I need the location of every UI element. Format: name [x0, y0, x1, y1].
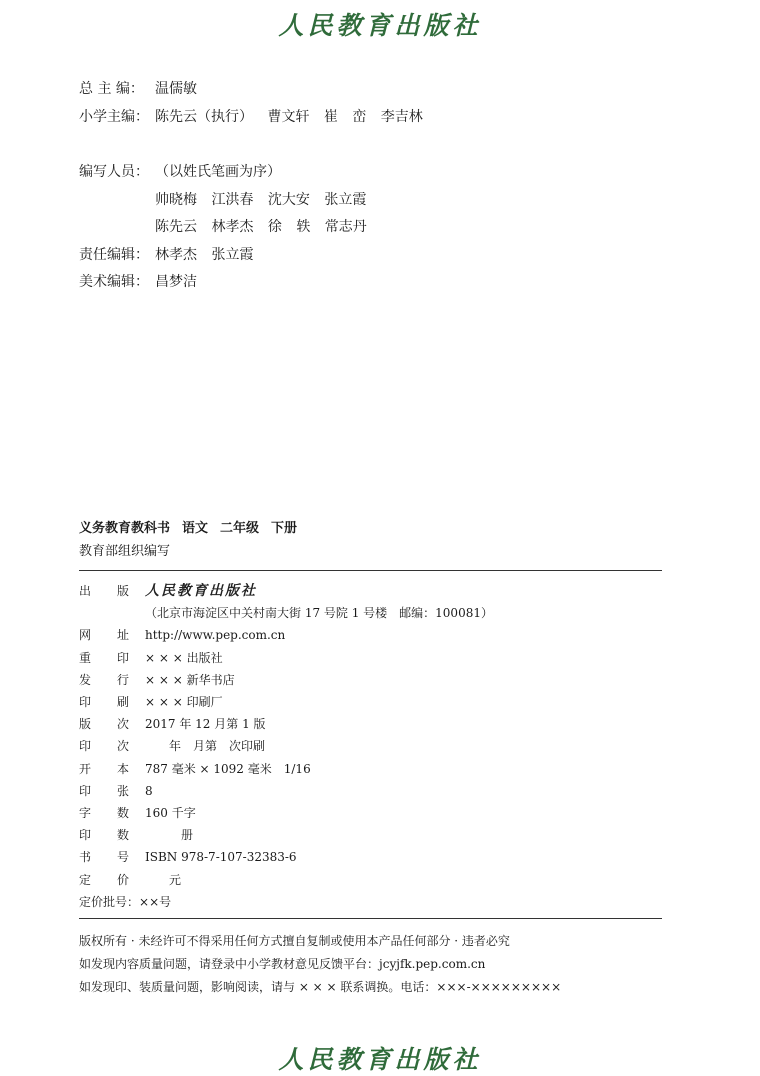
writers-names-2: 陈先云 林孝杰 徐 轶 常志丹 — [155, 219, 367, 235]
publication-label-char-2: 址 — [117, 628, 130, 643]
publication-label-char-1: 开 — [79, 761, 92, 776]
publication-label-char-1: 书 — [79, 850, 92, 865]
publication-label-char-2: 印 — [117, 650, 130, 665]
divider-bottom — [79, 918, 662, 919]
publication-row-value: 8 — [145, 783, 153, 798]
publication-row-value: × × × 新华书店 — [145, 672, 235, 687]
publication-row — [79, 713, 266, 735]
publication-label-char-2: 张 — [117, 783, 130, 798]
book-grade: 二年级 — [220, 521, 260, 536]
publication-row — [79, 846, 297, 868]
book-volume: 下册 — [271, 521, 298, 536]
book-organizer: 教育部组织编写 — [79, 544, 171, 559]
publication-label-char-1: 字 — [79, 806, 92, 820]
publication-row-label — [79, 580, 145, 602]
primary-editor-line — [79, 107, 423, 127]
publication-row-label — [79, 846, 145, 868]
responsible-editor-label: 责任编辑： — [79, 247, 149, 263]
writers-names-1: 帅晓梅 江洪春 沈大安 张立霞 — [155, 192, 367, 208]
chief-editor-label: 总 主 编： — [79, 81, 144, 97]
primary-editor-label: 小学主编： — [79, 109, 149, 125]
publication-label-char-2: 数 — [117, 828, 130, 843]
publication-row-label — [79, 602, 145, 624]
publisher-name-logo: 人民教育出版社 — [145, 583, 257, 599]
publication-label-char-1: 定 — [79, 872, 92, 887]
publication-label-char-2: 号 — [117, 850, 130, 865]
publication-row-label — [79, 735, 145, 757]
responsible-editor-line — [79, 245, 253, 265]
writers-row-2 — [79, 217, 367, 237]
publication-label-char-1: 版 — [79, 717, 92, 732]
publication-label-char-1: 印 — [79, 828, 92, 843]
publication-row-label — [79, 758, 145, 780]
primary-editor-value: 陈先云（执行） 曹文轩 崔 峦 李吉林 — [155, 109, 423, 125]
publication-label-char-2: 本 — [117, 761, 130, 776]
publication-row-value: 787 毫米 × 1092 毫米 1/16 — [145, 761, 311, 776]
divider-top — [79, 570, 662, 571]
copyright-notice: 版权所有 · 未经许可不得采用任何方式擅自复制或使用本产品任何部分 · 违者必究 — [79, 934, 510, 948]
art-editor-label: 美术编辑： — [79, 274, 149, 290]
publication-row-label — [79, 713, 145, 735]
publication-row-value: 2017 年 12 月第 1 版 — [145, 717, 266, 732]
publication-label-char-1: 重 — [79, 650, 92, 665]
publication-label-char-1: 印 — [79, 783, 92, 798]
print-quality-notice: 如发现印、装质量问题，影响阅读，请与 × × × 联系调换。电话：×××-××××××××× — [79, 980, 562, 994]
publication-row-label — [79, 780, 145, 802]
publication-row — [79, 691, 223, 713]
publication-row — [79, 624, 285, 646]
publisher-logo-bottom: 人民教育出版社 — [278, 1045, 482, 1074]
publication-label-char-1: 出 — [79, 584, 92, 598]
book-subject: 语文 — [182, 521, 209, 536]
publication-row-label — [79, 824, 145, 846]
publication-row — [79, 758, 311, 780]
publication-row — [79, 891, 171, 913]
publication-label-char-2: 次 — [117, 717, 130, 732]
publication-label-char-2: 版 — [117, 584, 130, 598]
publication-row-label — [79, 647, 145, 669]
publication-row — [79, 647, 223, 669]
publication-label-char-1: 印 — [79, 695, 92, 709]
publisher-logo-top: 人民教育出版社 — [278, 11, 482, 40]
publication-row-value: 元 — [145, 872, 182, 887]
publication-row-label — [79, 624, 145, 646]
publication-row-value: 册 — [145, 828, 194, 843]
book-title — [79, 517, 309, 536]
publication-row-label: 定价批号： — [79, 894, 140, 909]
art-editor-line — [79, 272, 197, 292]
publication-row-value: × × × 印刷厂 — [145, 695, 223, 709]
publication-row — [79, 802, 196, 824]
chief-editor-line — [79, 79, 197, 99]
publication-row-value: 160 千字 — [145, 806, 196, 820]
publication-label-char-2: 数 — [117, 806, 130, 820]
publication-row — [79, 824, 193, 846]
publication-label-char-2: 次 — [117, 739, 130, 754]
publication-label-char-1: 印 — [79, 739, 92, 754]
publication-row-label — [79, 869, 145, 891]
publication-label-char-2: 价 — [117, 872, 130, 887]
book-series: 义务教育教科书 — [79, 521, 171, 536]
publication-row-label — [79, 669, 145, 691]
content-feedback-notice: 如发现内容质量问题，请登录中小学教材意见反馈平台：jcyjfk.pep.com.cn — [79, 957, 486, 971]
publication-row — [79, 735, 265, 757]
writers-line — [79, 162, 281, 182]
publication-row — [79, 669, 235, 691]
publication-row-value: ISBN 978-7-107-32383-6 — [145, 850, 297, 865]
chief-editor-value: 温儒敏 — [155, 81, 197, 97]
publication-row-label — [79, 691, 145, 713]
publication-row-label — [79, 802, 145, 824]
publication-row — [79, 780, 153, 802]
responsible-editor-value: 林孝杰 张立霞 — [155, 247, 254, 263]
publication-row-value: http://www.pep.com.cn — [145, 628, 286, 643]
publication-row — [79, 602, 493, 624]
writers-row-1 — [79, 190, 366, 210]
publication-label-char-1: 网 — [79, 628, 92, 643]
publication-row — [79, 580, 257, 602]
publication-row — [79, 869, 181, 891]
publication-row-value: ××号 — [139, 894, 172, 909]
art-editor-value: 昌梦洁 — [155, 274, 197, 290]
publication-label-char-2: 行 — [117, 672, 130, 687]
publication-label-char-1: 发 — [79, 672, 92, 687]
publication-row-value: 年 月第 次印刷 — [145, 739, 266, 754]
writers-label: 编写人员： — [79, 164, 149, 180]
writers-note: （以姓氏笔画为序） — [155, 164, 281, 180]
publication-row-value: × × × 出版社 — [145, 650, 223, 665]
publication-row-value: （北京市海淀区中关村南大街 17 号院 1 号楼 邮编：100081） — [145, 606, 493, 621]
publication-label-char-2: 刷 — [117, 695, 130, 709]
